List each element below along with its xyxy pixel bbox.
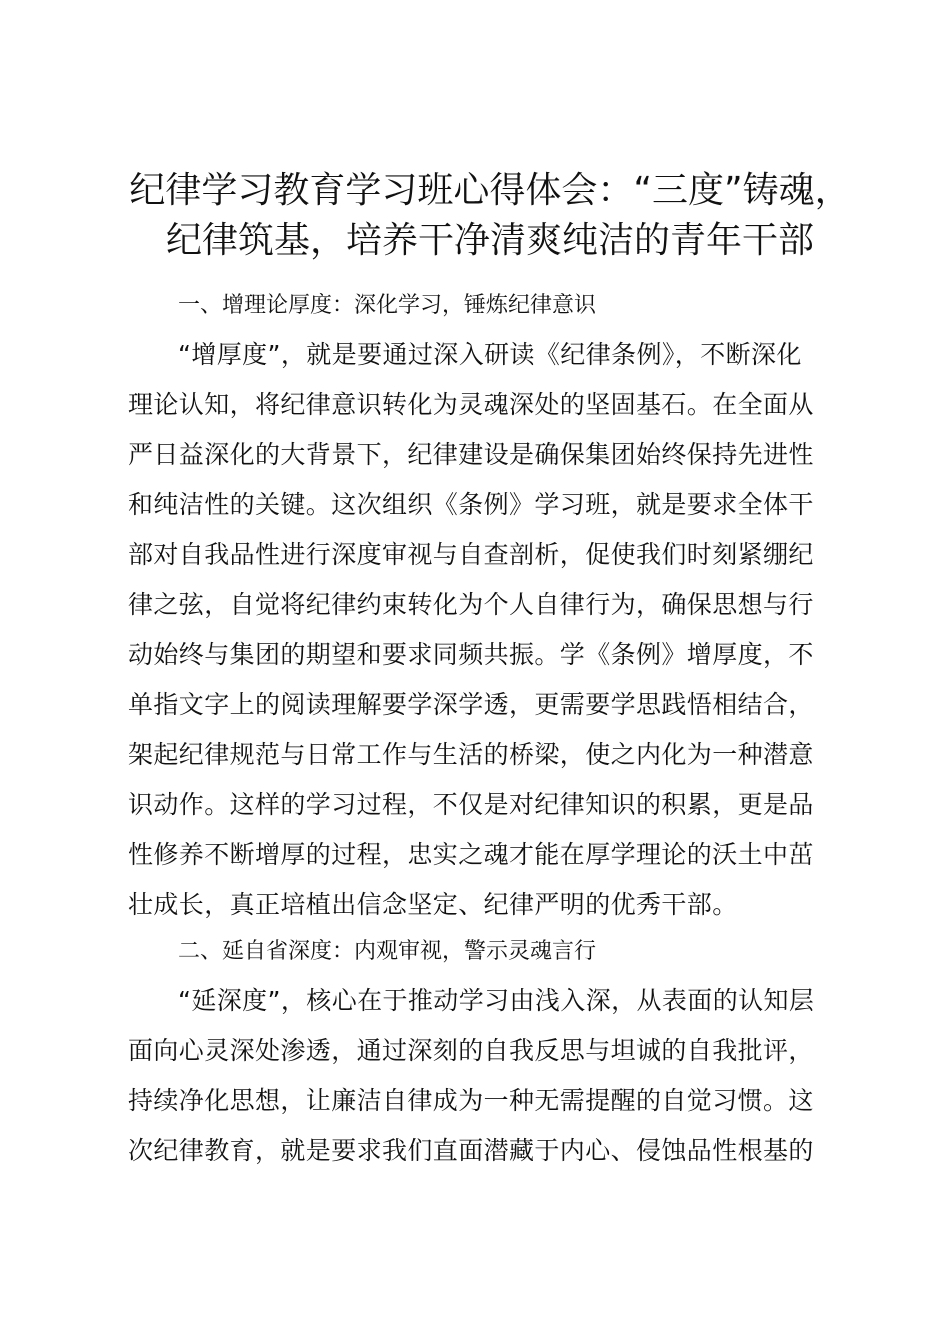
paragraph (128, 330, 838, 930)
paragraph-line: 持续净化思想，让廉洁自律成为一种无需提醒的自觉习惯。这 (128, 1086, 814, 1115)
paragraph-line: 壮成长，真正培植出信念坚定、纪律严明的优秀干部。 (128, 890, 738, 919)
paragraph-line: 动始终与集团的期望和要求同频共振。学《条例》增厚度，不 (128, 640, 814, 669)
paragraph-line: 架起纪律规范与日常工作与生活的桥梁，使之内化为一种潜意 (128, 740, 814, 769)
paragraph-line: 性修养不断增厚的过程，忠实之魂才能在厚学理论的沃土中茁 (128, 840, 814, 869)
section-heading: 一、增理论厚度：深化学习，锤炼纪律意识 (178, 293, 597, 318)
paragraph (128, 976, 838, 1176)
paragraph-line: 次纪律教育，就是要求我们直面潜藏于内心、侵蚀品性根基的 (128, 1136, 814, 1165)
paragraph-line: 严日益深化的大背景下，纪律建设是确保集团始终保持先进性 (128, 440, 814, 469)
paragraph-line: “延深度”，核心在于推动学习由浅入深，从表面的认知层 (178, 986, 815, 1015)
paragraph-line: 理论认知，将纪律意识转化为灵魂深处的坚固基石。在全面从 (128, 390, 814, 419)
paragraph-line: 律之弦，自觉将纪律约束转化为个人自律行为，确保思想与行 (128, 590, 814, 619)
title-line: 纪律学习教育学习班心得体会：“三度”铸魂， (129, 170, 851, 211)
section-heading: 二、延自省深度：内观审视，警示灵魂言行 (178, 939, 597, 964)
paragraph-line: 和纯洁性的关键。这次组织《条例》学习班，就是要求全体干 (128, 490, 814, 519)
paragraph-line: 部对自我品性进行深度审视与自查剖析，促使我们时刻紧绷纪 (128, 540, 814, 569)
paragraph-line: 单指文字上的阅读理解要学深学透，更需要学思践悟相结合， (128, 690, 814, 719)
title-line: 纪律筑基，培养干净清爽纯洁的青年干部 (165, 220, 814, 261)
paragraph-line: 面向心灵深处渗透，通过深刻的自我反思与坦诚的自我批评， (128, 1036, 814, 1065)
paragraph-line: 识动作。这样的学习过程，不仅是对纪律知识的积累，更是品 (128, 790, 814, 819)
document-title (110, 166, 870, 266)
paragraph-line: “增厚度”，就是要通过深入研读《纪律条例》，不断深化 (178, 340, 802, 369)
